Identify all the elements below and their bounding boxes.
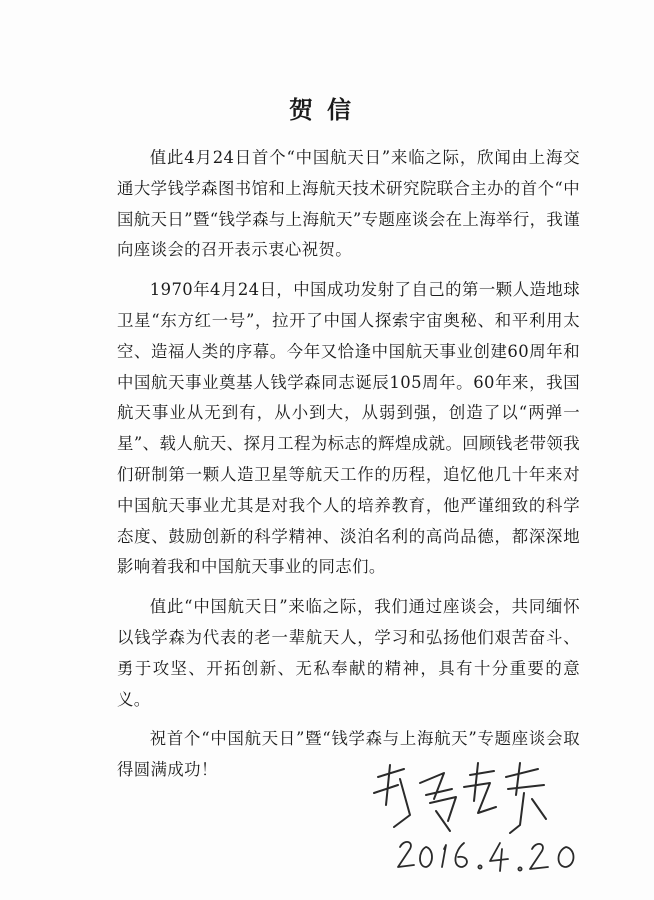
letter-title: 贺信 [289,95,365,124]
paragraph-4: 祝首个“中国航天日”暨“钱学森与上海航天”专题座谈会取得圆满成功！ [117,729,580,780]
letter-body [117,143,580,795]
paragraph-2: 1970年4月24日，中国成功发射了自己的第一颗人造地球卫星“东方红一号”，拉开了中国人探索宇宙奥秘、和平利用太空、造福人类的序幕。今年又恰逢中国航天事业创建60周年和中国航天事业奠基人钱学森同志诞辰105周年。60年来，我国航天事业从无到有，从小到大，从弱到强，创造了以“两弹一星”、载人航天、探月工程为标志的辉煌成就。回顾钱老带领我们研制第一颗人造卫星等航天工作的历程，追忆他几十年来对中国航天事业尤其是对我个人的培养教育，他严谨细致的科学态度、鼓励创新的科学精神、淡泊名利的高尚品德，都深深地影响着我和中国航天事业的同志们。 [117,280,580,577]
paragraph-1: 值此4月24日首个“中国航天日”来临之际，欣闻由上海交通大学钱学森图书馆和上海航天技术研究院联合主办的首个“中国航天日”暨“钱学森与上海航天”专题座谈会在上海举行，我谨向座谈会的召开表示衷心祝贺。 [117,148,580,260]
handwritten-signature [360,755,620,885]
paragraph-3: 值此“中国航天日”来临之际，我们通过座谈会，共同缅怀以钱学森为代表的老一辈航天人，学习和弘扬他们艰苦奋斗、勇于攻坚、开拓创新、无私奉献的精神，具有十分重要的意义。 [117,597,580,709]
